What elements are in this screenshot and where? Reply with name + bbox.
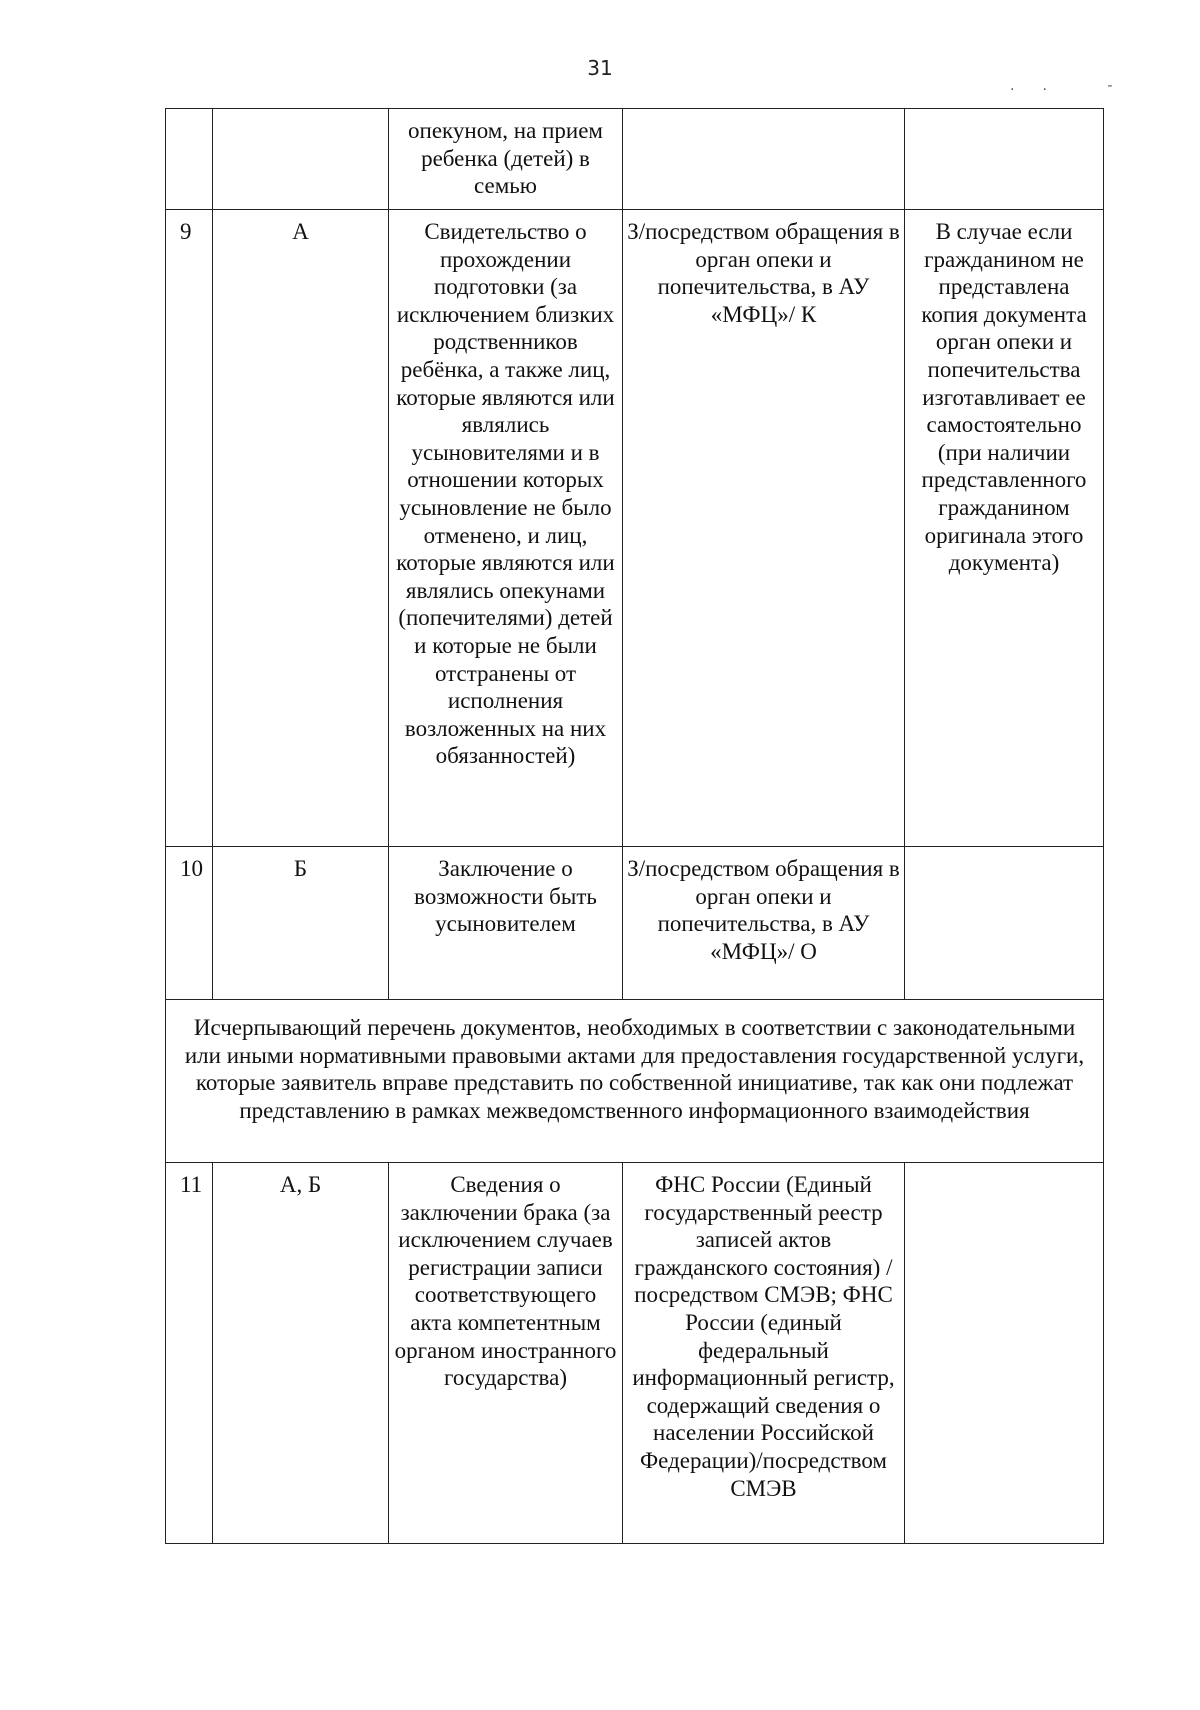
note-cell [905,109,1104,210]
scan-specks: .. - [1010,78,1141,94]
source-cell: З/посредством обращения в орган опеки и попечительства, в АУ «МФЦ»/ К [623,210,905,847]
document-cell: Сведения о заключении брака (за исключением случаев регистрации записи соответствующего акта компетентным органом иностранного государства) [389,1163,623,1544]
document-cell: Свидетельство о прохождении подготовки (за исключением близких родственников ребёнка, а также лиц, которые являются или являлись усыновителями и в отношении которых усыновление не было отменено, и лиц, которые являются или являлись опекунами (попечителями) детей и которые не были отстранены от исполнения возложенных на них обязанностей) [389,210,623,847]
section-heading-row [166,1000,1104,1163]
applicant-cell: А [213,210,389,847]
source-cell: ФНС России (Единый государственный реестр записей актов гражданского состояния) /посредством СМЭВ; ФНС России (единый федеральный информационный регистр, содержащий сведения о населении Российской Федерации)/посредством СМЭВ [623,1163,905,1544]
table-row [166,847,1104,1000]
source-cell: З/посредством обращения в орган опеки и попечительства, в АУ «МФЦ»/ О [623,847,905,1000]
note-cell [905,847,1104,1000]
document-cell: опекуном, на прием ребенка (детей) в семью [389,109,623,210]
note-cell [905,1163,1104,1544]
row-number-cell: 9 [166,210,213,847]
section-heading: Исчерпывающий перечень документов, необходимых в соответствии с законодательными или иными нормативными правовыми актами для предоставления государственной услуги, которые заявитель вправе представить по собственной инициативе, так как они подлежат представлению в рамках межведомственного информационного взаимодействия [166,1000,1104,1163]
source-cell [623,109,905,210]
row-number-cell: 10 [166,847,213,1000]
row-number-cell: 11 [166,1163,213,1544]
document-table [165,108,1104,1544]
page-number: 31 [587,56,613,80]
table-row-continued [166,109,1104,210]
note-cell: В случае если гражданином не представлена копия документа орган опеки и попечительства изготавливает ее самостоятельно (при наличии представленного гражданином оригинала этого документа) [905,210,1104,847]
table-row [166,210,1104,847]
applicant-cell [213,109,389,210]
applicant-cell: А, Б [213,1163,389,1544]
row-number-cell [166,109,213,210]
table-row [166,1163,1104,1544]
applicant-cell: Б [213,847,389,1000]
document-table-container [165,108,1103,1544]
document-cell: Заключение о возможности быть усыновителем [389,847,623,1000]
